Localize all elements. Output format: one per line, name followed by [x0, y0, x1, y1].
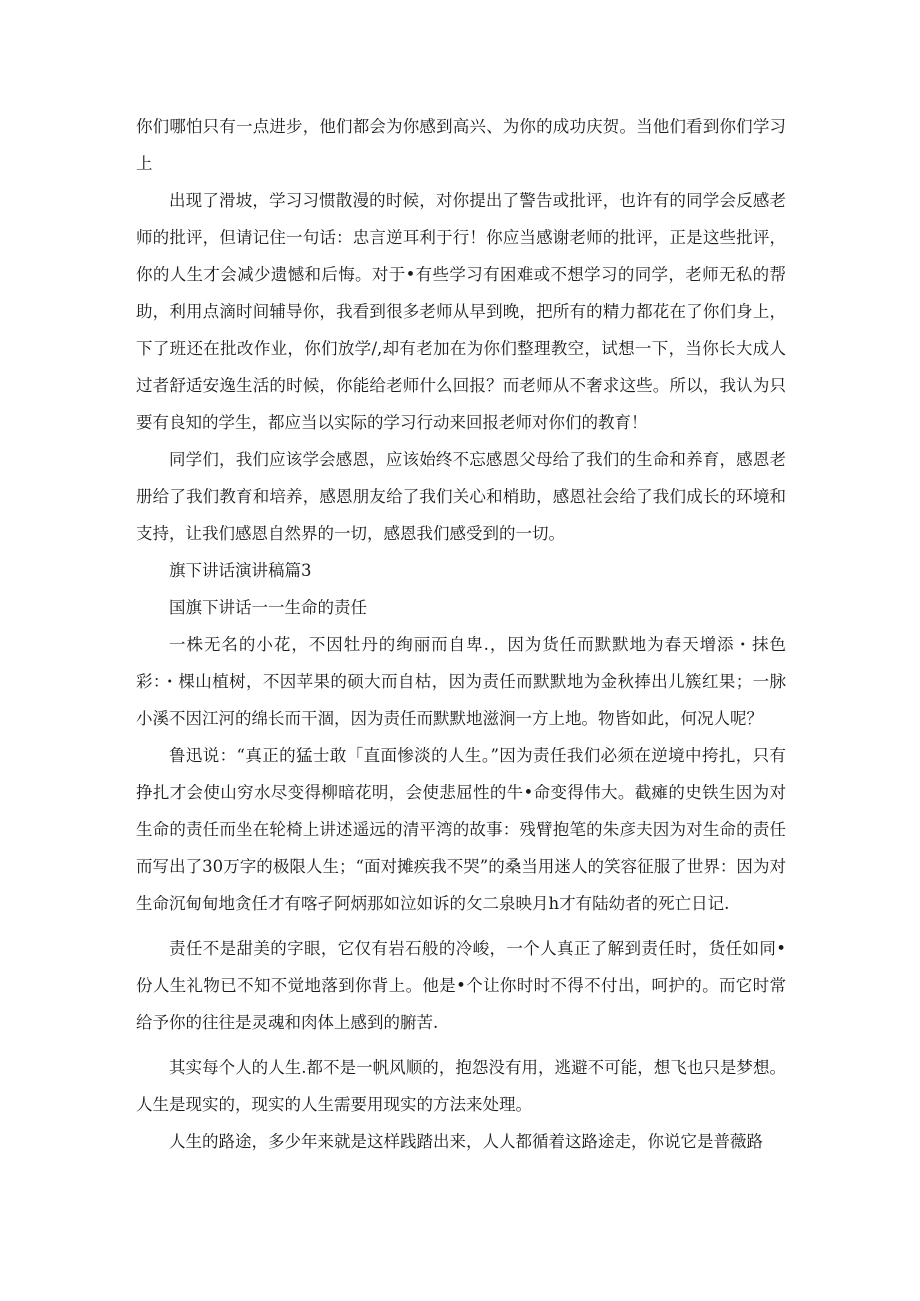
paragraph-life-reality: 其实每个人的人生.都不是一帆风顺的，抱怨没有用，逃避不可能，想飞也只是梦想。人生是现实的，现实的人生需要用现实的方法来处理。 [136, 1058, 786, 1114]
section-heading: 旗下讲话演讲稿篇3 [169, 561, 312, 580]
paragraph-responsibility: 责任不是甜美的字眼，它仅有岩石般的冷峻，一个人真正了解到责任时，货任如同•份人生礼物已不知不觉地落到你背上。他是•个让你时时不得不付出，呵护的。而它时常给予你的往往是灵魂和肉体上感到的腑苦. [136, 939, 786, 1032]
paragraph-teacher-criticism: 出现了滑坡，学习习惯散漫的时候，对你提出了警告或批评，也许有的同学会反感老师的批评，但请记住一句话：忠言逆耳利于行！你应当感谢老师的批评，正是这些批评，你的人生才会减少遗憾和后悔。对于•有些学习有困难或不想学习的同学，老师无私的帮助，利用点滴时间辅导你，我看到很多老师从早到晚，把所有的精力都花在了你们身上，下了班还在批改作业，你们放学/,却有老加在为你们整理教空，试想一下，当你长大成人过者舒适安逸生活的时候，你能给老师什么回报？而老师从不奢求这些。所以，我认为只要有良知的学生，都应当以实际的学习行动来回报老师对你们的教育！ [136, 191, 786, 432]
paragraph-flower-analogy: 一株无名的小花，不因牡丹的绚丽而自卑.，因为货任而默默地为春天增添・抹色彩：・棵山植树，不因苹果的硕大而自枯，因为责任而默默地为金秋捧出儿簇红果；一脉小溪不因江河的绵长而干涸，因为责任而默默地滋涧一方上地。物皆如此，何况人呢？ [136, 635, 786, 728]
paragraph-gratitude: 同学们，我们应该学会感恩，应该始终不忘感恩父母给了我们的生命和养育，感恩老册给了我们教育和培养，感恩朋友给了我们关心和梢助，感恩社会给了我们成长的环境和支持，让我们感恩自然界的一切，感恩我们感受到的一切。 [136, 450, 786, 543]
document-body [136, 108, 786, 1160]
paragraph-life-road: 人生的路途，多少年来就是这样践踏出来，人人都循着这路途走，你说它是普薇路 [169, 1132, 763, 1151]
speech-title: 国旗下讲话一一生命的责任 [169, 598, 367, 617]
paragraph-continuation: 你们哪怕只有一点进步，他们都会为你感到高兴、为你的成功庆贺。当他们看到你们学习上 [136, 117, 786, 173]
paragraph-luxun-quote: 鲁迅说：“真正的猛士敢「直面惨淡的人生。”因为责任我们必须在逆境中挎扎，只有挣扎才会使山穷水尽变得柳暗花明，会使悲屈性的牛•命变得伟大。截瘫的史铁生因为对生命的责任而坐在轮椅上讲述遥远的清平湾的故事：残臂抱笔的朱彦夫因为对生命的责任而写出了30万字的极限人生；“面对摊疾我不哭”的桑当用迷人的笑容征服了世界：因为对生命沉甸甸地贪任才有喀孑阿炳那如泣如诉的攵二泉映月h才有陆幼者的死亡日记. [136, 746, 786, 913]
